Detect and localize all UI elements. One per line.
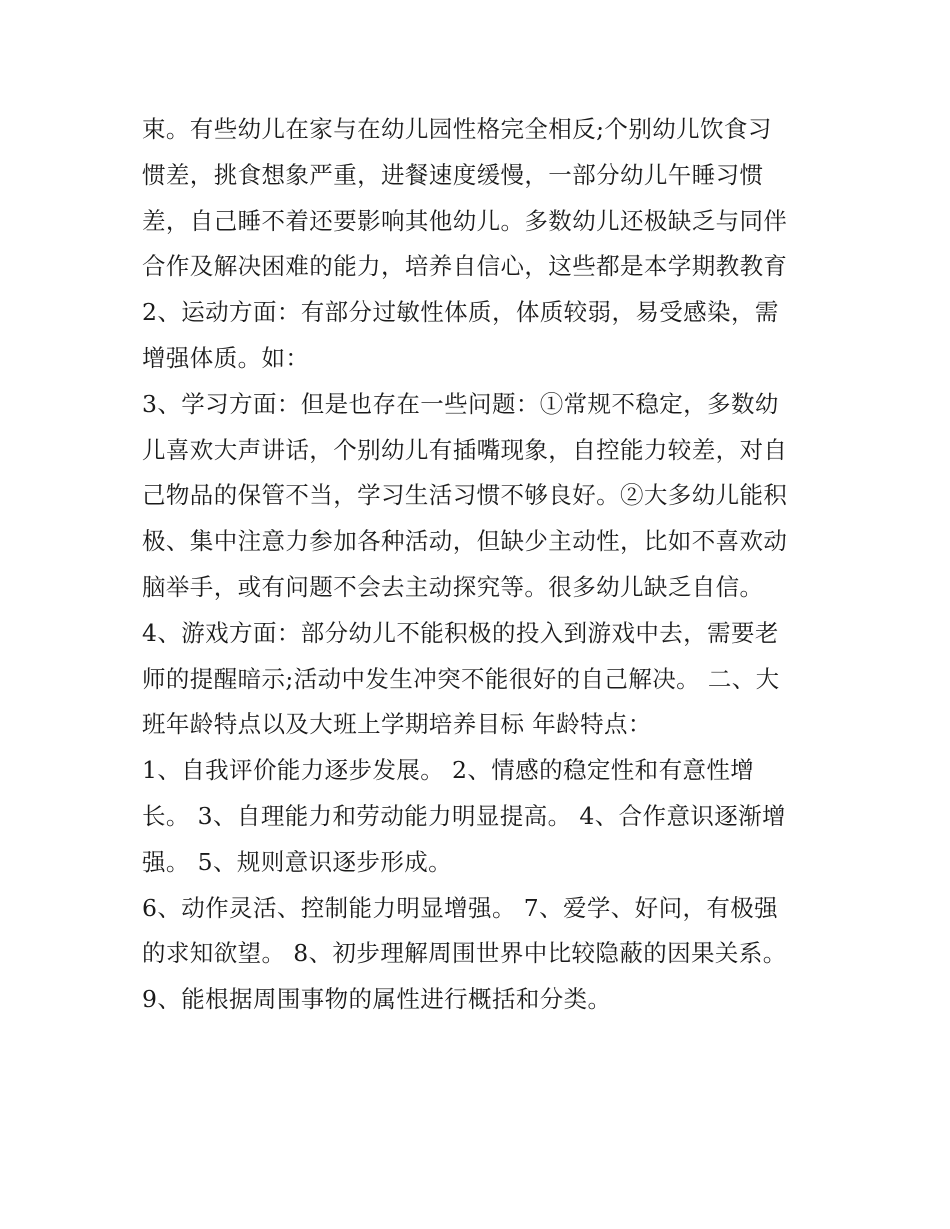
text-line: 己物品的保管不当，学习生活习惯不够良好。②大多幼儿能积 [142, 481, 788, 510]
text-line: 脑举手，或有问题不会去主动探究等。很多幼儿缺乏自信。 [142, 572, 764, 601]
text-line: 强。 5、规则意识逐步形成。 [142, 847, 453, 876]
text-line: 儿喜欢大声讲话，个别幼儿有插嘴现象，自控能力较差，对自 [142, 435, 788, 464]
text-line: 惯差，挑食想象严重，进餐速度缓慢，一部分幼儿午睡习惯 [142, 160, 764, 189]
text-line: 合作及解决困难的能力，培养自信心，这些都是本学期教教育 [142, 252, 788, 281]
text-line: 的求知欲望。 8、初步理解周围世界中比较隐蔽的因果关系。 [142, 939, 787, 968]
text-line: 4、游戏方面：部分幼儿不能积极的投入到游戏中去，需要老 [142, 618, 779, 647]
text-line: 师的提醒暗示;活动中发生冲突不能很好的自己解决。 二、大 [142, 664, 780, 693]
text-line: 6、动作灵活、控制能力明显增强。 7、爱学、好问，有极强 [142, 893, 779, 922]
text-line: 9、能根据周围事物的属性进行概括和分类。 [142, 985, 612, 1014]
document-body [142, 107, 822, 1023]
text-line: 长。 3、自理能力和劳动能力明显提高。 4、合作意识逐渐增 [142, 801, 786, 830]
text-line: 极、集中注意力参加各种活动，但缺少主动性，比如不喜欢动 [142, 527, 788, 556]
text-line: 3、学习方面：但是也存在一些问题：①常规不稳定，多数幼 [142, 389, 779, 418]
text-line: 束。有些幼儿在家与在幼儿园性格完全相反;个别幼儿饮食习 [142, 115, 772, 143]
text-line: 2、运动方面：有部分过敏性体质，体质较弱，易受感染，需 [142, 298, 779, 327]
text-line: 增强体质。如： [142, 343, 310, 372]
text-line: 1、自我评价能力逐步发展。 2、情感的稳定性和有意性增 [142, 756, 755, 785]
text-line: 班年龄特点以及大班上学期培养目标 年龄特点： [142, 710, 652, 739]
text-line: 差，自己睡不着还要影响其他幼儿。多数幼儿还极缺乏与同伴 [142, 206, 788, 235]
